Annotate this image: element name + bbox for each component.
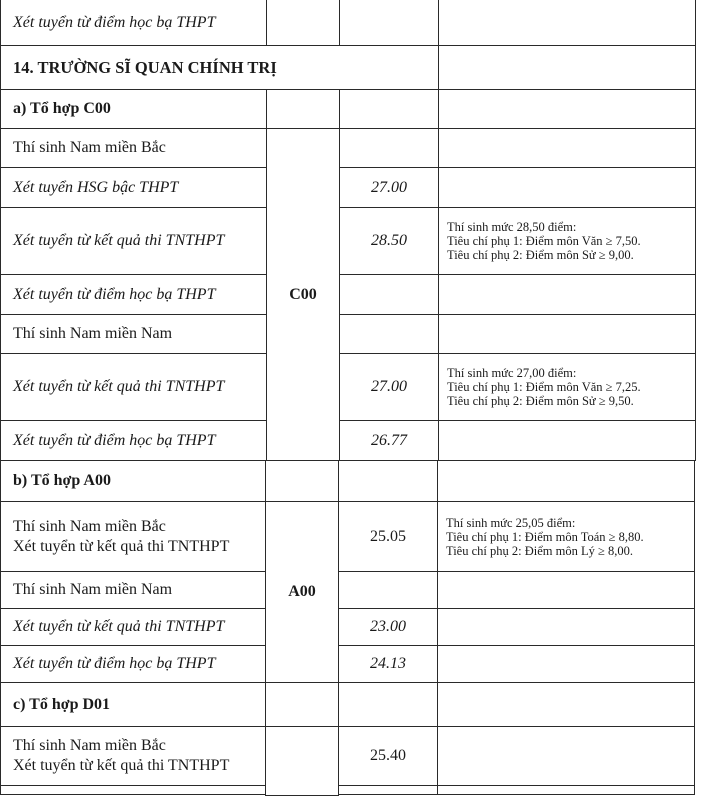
note-cell bbox=[437, 726, 695, 786]
combination-code-a00: A00 bbox=[265, 501, 339, 683]
note-line: Thí sinh mức 25,05 điểm: bbox=[446, 515, 576, 530]
score-cell bbox=[338, 571, 438, 609]
note-cell bbox=[437, 682, 695, 727]
label-line: Thí sinh Nam miền Bắc bbox=[13, 737, 166, 754]
label-line: Xét tuyển từ kết quả thi TNTHPT bbox=[13, 757, 230, 774]
tiebreak-note bbox=[437, 501, 695, 572]
note-cell bbox=[438, 314, 696, 354]
score-value: 25.05 bbox=[338, 501, 438, 572]
score-cell bbox=[339, 314, 439, 354]
score-value: 26.77 bbox=[339, 420, 439, 461]
note-line: Thí sinh mức 27,00 điểm: bbox=[447, 366, 577, 380]
code-cell bbox=[266, 0, 340, 46]
row-label: Xét tuyển từ điểm học bạ THPT bbox=[0, 274, 267, 315]
label-line: Thí sinh Nam miền Bắc bbox=[13, 517, 166, 535]
code-cell bbox=[265, 682, 339, 727]
score-value: 27.00 bbox=[339, 167, 439, 208]
section-title: 14. TRƯỜNG SĨ QUAN CHÍNH TRỊ bbox=[0, 45, 439, 90]
row-label: Thí sinh Nam miền Bắc bbox=[0, 128, 267, 168]
row-label: Xét tuyển từ kết quả thi TNTHPT bbox=[0, 353, 267, 421]
score-cell bbox=[339, 89, 439, 129]
note-line: Thí sinh mức 28,50 điểm: bbox=[447, 220, 577, 234]
note-cell bbox=[438, 420, 696, 461]
score-value: 28.50 bbox=[339, 207, 439, 275]
score-cell bbox=[339, 128, 439, 168]
score-cell bbox=[338, 682, 438, 727]
note-line: Tiêu chí phụ 1: Điểm môn Toán ≥ 8,80. bbox=[446, 529, 644, 544]
score-value: 23.00 bbox=[338, 608, 438, 646]
note-cell bbox=[437, 645, 695, 683]
row-label: Xét tuyển từ kết quả thi TNTHPT bbox=[0, 608, 266, 646]
row-label: Xét tuyển từ điểm học bạ THPT bbox=[0, 645, 266, 683]
row-label bbox=[0, 726, 266, 786]
score-value: 24.13 bbox=[338, 645, 438, 683]
note-line: Tiêu chí phụ 1: Điểm môn Văn ≥ 7,50. bbox=[447, 234, 641, 248]
note-cell bbox=[438, 89, 696, 129]
score-cell bbox=[339, 274, 439, 315]
tiebreak-note bbox=[438, 207, 696, 275]
score-value: 25.40 bbox=[338, 726, 438, 786]
row-label: Xét tuyển từ kết quả thi TNTHPT bbox=[0, 207, 267, 275]
note-cell bbox=[437, 571, 695, 609]
note-cell bbox=[437, 460, 695, 502]
row-label bbox=[0, 501, 266, 572]
note-cell bbox=[438, 167, 696, 208]
note-cell bbox=[437, 608, 695, 646]
code-cell bbox=[265, 460, 339, 502]
row-label: Thí sinh Nam miền Nam bbox=[0, 314, 267, 354]
tiebreak-note bbox=[438, 353, 696, 421]
row-label bbox=[0, 785, 266, 795]
note-line: Tiêu chí phụ 2: Điểm môn Lý ≥ 8,00. bbox=[446, 543, 633, 558]
group-heading-d01: c) Tổ hợp D01 bbox=[0, 682, 266, 727]
code-cell bbox=[265, 726, 339, 796]
note-cell bbox=[437, 785, 695, 795]
row-label: Thí sinh Nam miền Nam bbox=[0, 571, 266, 609]
score-value: 27.00 bbox=[339, 353, 439, 421]
row-label: Xét tuyển HSG bậc THPT bbox=[0, 167, 267, 208]
code-cell bbox=[266, 89, 340, 129]
label-line: Xét tuyển từ kết quả thi TNTHPT bbox=[13, 537, 230, 555]
note-cell bbox=[438, 274, 696, 315]
row-label: Xét tuyển từ điểm học bạ THPT bbox=[0, 0, 267, 46]
score-cell bbox=[339, 0, 439, 46]
score-cell bbox=[338, 785, 438, 795]
note-cell bbox=[438, 45, 696, 90]
group-heading-c00: a) Tổ hợp C00 bbox=[0, 89, 267, 129]
note-line: Tiêu chí phụ 2: Điểm môn Sử ≥ 9,50. bbox=[447, 394, 634, 408]
row-label: Xét tuyển từ điểm học bạ THPT bbox=[0, 420, 267, 461]
note-cell bbox=[438, 0, 696, 46]
note-line: Tiêu chí phụ 1: Điểm môn Văn ≥ 7,25. bbox=[447, 380, 641, 394]
group-heading-a00: b) Tổ hợp A00 bbox=[0, 460, 266, 502]
note-cell bbox=[438, 128, 696, 168]
note-line: Tiêu chí phụ 2: Điểm môn Sử ≥ 9,00. bbox=[447, 248, 634, 262]
score-cell bbox=[338, 460, 438, 502]
combination-code-c00: C00 bbox=[266, 128, 340, 461]
